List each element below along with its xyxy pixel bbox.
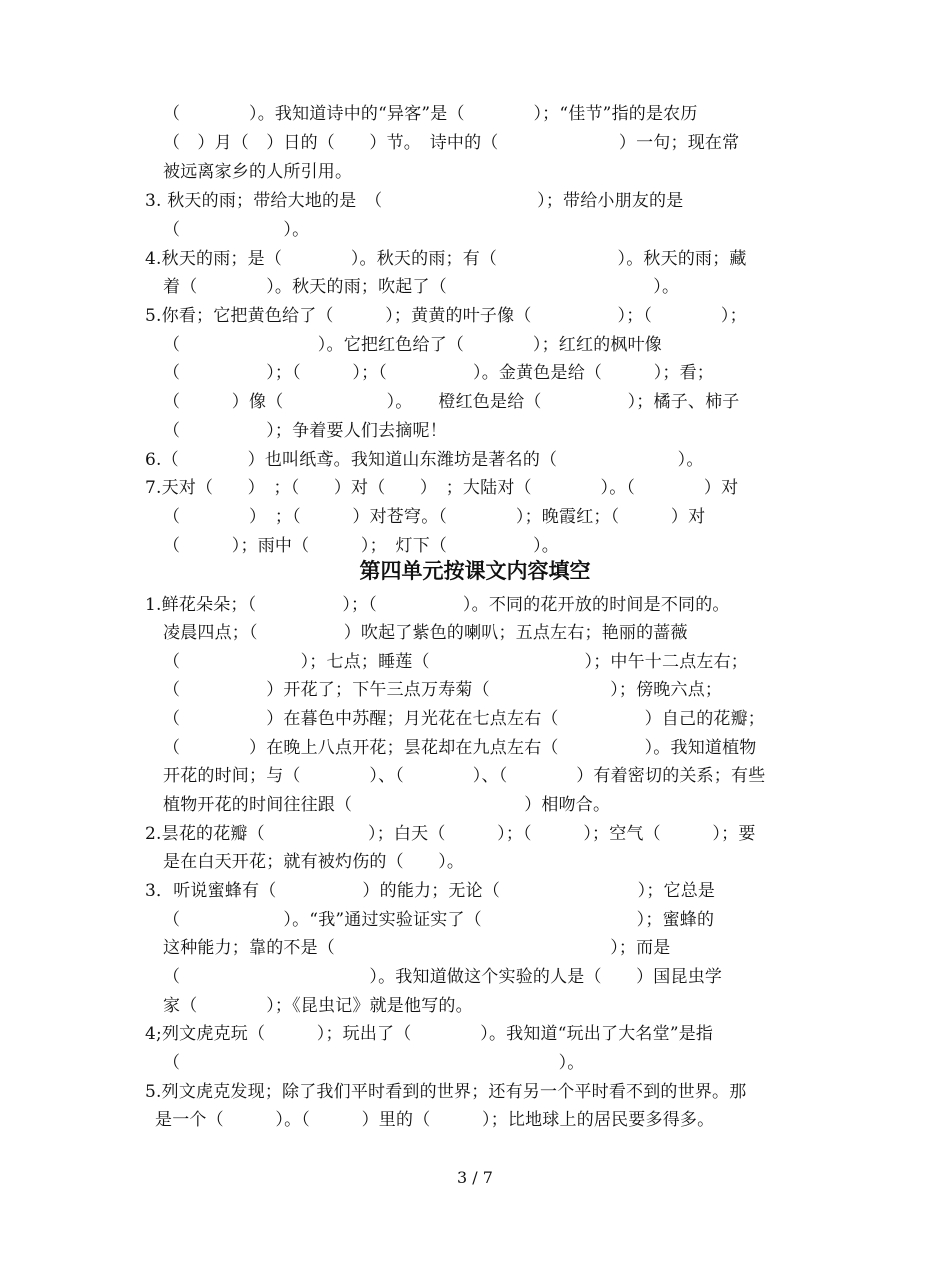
question-1: 1.鲜花朵朵；（ ）；（ ）。不同的花开放的时间是不同的。 bbox=[145, 595, 730, 615]
text-line: （ ）。我知道做这个实验的人是（ ）国昆虫学 bbox=[163, 967, 723, 987]
text-line: （ ）。它把红色给了（ ）；红红的枫叶像 bbox=[163, 335, 662, 355]
text-line: 被远离家乡的人所引用。 bbox=[163, 162, 353, 182]
text-line: （ ）像（ ）。 橙红色是给（ ）；橘子、柿子 bbox=[163, 392, 740, 412]
text-line: （ ）；七点；睡莲（ ）；中午十二点左右； bbox=[163, 652, 748, 672]
text-line: （ ）。“我”通过实验证实了（ ）；蜜蜂的 bbox=[163, 910, 715, 930]
section-title: 第四单元按课文内容填空 bbox=[359, 559, 591, 583]
text-line: （ ）月（ ）日的（ ）节。 诗中的（ ）一句；现在常 bbox=[163, 133, 740, 153]
question-2: 2.昙花的花瓣（ ）；白天（ ）；（ ）；空气（ ）；要 bbox=[145, 824, 756, 844]
text-line: （ ） ；（ ）对苍穹。（ ）；晚霞红；（ ）对 bbox=[163, 507, 706, 527]
text-line: 着（ ）。秋天的雨；吹起了（ ）。 bbox=[163, 277, 680, 297]
question-4: 4;列文虎克玩（ ）；玩出了（ ）。我知道“玩出了大名堂”是指 bbox=[145, 1024, 714, 1044]
page-number: 3 / 7 bbox=[457, 1168, 493, 1187]
text-line: （ ）。 bbox=[163, 220, 310, 240]
text-line: （ ）；争着要人们去摘呢！ bbox=[163, 421, 447, 441]
text-line: （ ）在晚上八点开花；昙花却在九点左右（ ）。我知道植物 bbox=[163, 738, 757, 758]
text-line: 这种能力；靠的不是（ ）；而是 bbox=[163, 938, 671, 958]
question-5: 5.列文虎克发现；除了我们平时看到的世界；还有另一个平时看不到的世界。那 bbox=[145, 1082, 747, 1102]
question-3: 3. 秋天的雨；带给大地的是 （ ）；带给小朋友的是 bbox=[145, 191, 684, 211]
text-line: 凌晨四点；（ ）吹起了紫色的喇叭；五点左右；艳丽的蔷薇 bbox=[163, 623, 688, 643]
question-7: 7.天对（ ） ；（ ）对（ ） ；大陆对（ ）。（ ）对 bbox=[145, 478, 739, 498]
question-6: 6.（ ）也叫纸鸢。我知道山东潍坊是著名的（ ）。 bbox=[145, 450, 704, 470]
question-4: 4.秋天的雨；是（ ）。秋天的雨；有（ ）。秋天的雨；藏 bbox=[145, 249, 747, 269]
text-line: （ ）在暮色中苏醒；月光花在七点左右（ ）自己的花瓣； bbox=[163, 709, 765, 729]
text-line: 植物开花的时间往往跟（ ）相吻合。 bbox=[163, 795, 611, 815]
text-line: （ ）。我知道诗中的“异客”是（ ）；“佳节”指的是农历 bbox=[163, 104, 698, 124]
text-line: 开花的时间；与（ ）、（ ）、（ ）有着密切的关系；有些 bbox=[163, 766, 766, 786]
text-line: 是在白天开花；就有被灼伤的（ ）。 bbox=[163, 852, 465, 872]
text-line: （ ）开花了；下午三点万寿菊（ ）；傍晚六点； bbox=[163, 680, 723, 700]
text-line: 家（ ）；《昆虫记》就是他写的。 bbox=[163, 996, 473, 1016]
text-line: （ ）。 bbox=[163, 1053, 585, 1073]
text-line: （ ）；雨中（ ）； 灯下（ ）。 bbox=[163, 536, 559, 556]
text-line: （ ）；（ ）；（ ）。金黄色是给（ ）；看； bbox=[163, 363, 714, 383]
question-3: 3．听说蜜蜂有（ ）的能力；无论（ ）；它总是 bbox=[145, 881, 716, 901]
question-5: 5.你看；它把黄色给了（ ）；黄黄的叶子像（ ）；（ ）； bbox=[145, 306, 747, 326]
text-line: 是一个（ ）。（ ）里的（ ）；比地球上的居民要多得多。 bbox=[155, 1110, 715, 1130]
